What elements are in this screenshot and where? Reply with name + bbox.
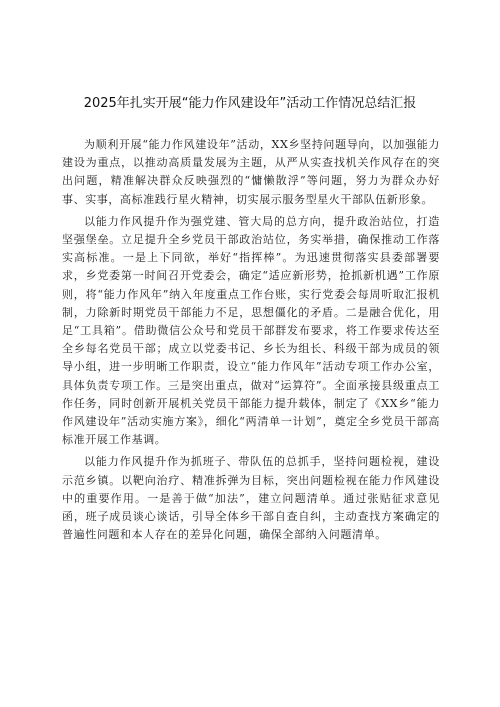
paragraph-2: 以能力作风提升作为强党建、管大局的总方向，提升政治站位，打造坚强堡垒。立足提升全乡党员干部政治站位，务实举措，确保推动工作落实高标准。一是上下同欲，举好“指挥棒”。为迅速贯彻落实县委部署要求，乡党委第一时间召开党委会，确定“适应新形势，抢抓新机遇”工作原则，将“能力作风年”纳入年度重点工作台账，实行党委会每周听取汇报机制，力除新时期党员干部能力不足，思想僵化的矛盾。二是融合优化，用足“工具箱”。借助微信公众号和党员干部群发布要求，将工作要求传达至全乡每名党员干部；成立以党委书记、乡长为组长、科级干部为成员的领导小组，进一步明晰工作职责，设立“能力作风年”活动专项工作办公室，具体负责专项工作。三是突出重点，做对“运算符”。全面承接县级重点工作任务，同时创新开展机关党员干部能力提升载体，制定了《XX乡“能力作风建设年”活动实施方案》，细化“两清单一计划”，奠定全乡党员干部高标准开展工作基调。 [62,214,440,447]
document-title: 2025年扎实开展“能力作风建设年”活动工作情况总结汇报 [83,96,417,111]
paragraph-3: 以能力作风提升作为抓班子、带队伍的总抓手，坚持问题检视，建设示范乡镇。以靶向治疗、精准拆弹为目标，突出问题检视在能力作风建设中的重要作用。一是善于做“加法”，建立问题清单。通过张贴征求意见函，班子成员谈心谈话，引导全体乡干部自查自纠，主动查找方案确定的普遍性问题和本人存在的差异化问题，确保全部纳入问题清单。 [62,455,440,542]
document-body [62,136,440,548]
paragraph-1: 为顺利开展“能力作风建设年”活动，XX乡坚持问题导向，以加强能力建设为重点，以推动高质量发展为主题，从严从实查找机关作风存在的突出问题，精准解决群众反映强烈的“慵懒散浮”等问题，努力为群众办好事、实事，高标准践行星火精神，切实展示服务型星火干部队伍新形象。 [62,138,440,206]
